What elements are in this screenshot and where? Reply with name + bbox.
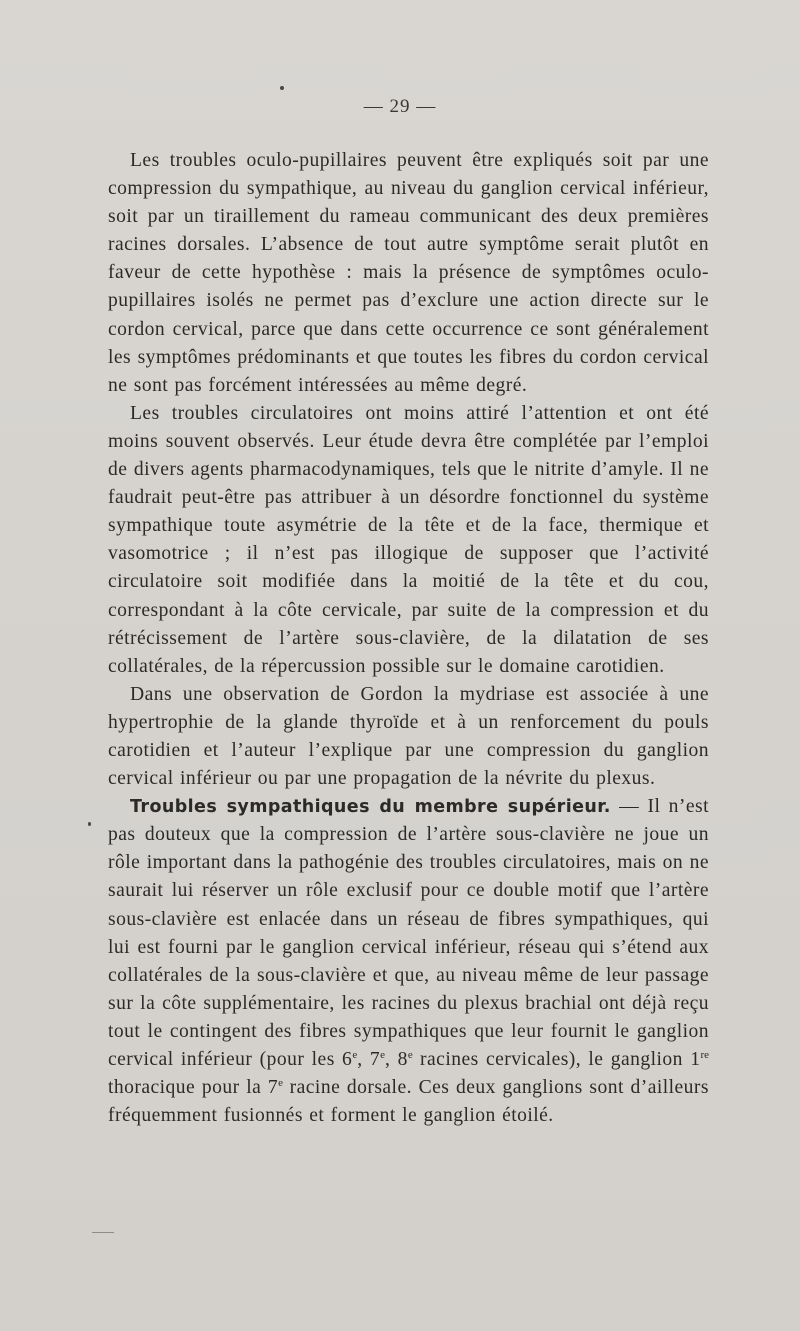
superscript: e — [278, 1077, 284, 1090]
paragraph-text: — Il n’est pas douteux que la compression de l’artère sous-clavière ne joue un rôle important dans la pathogénie des troubles circulatoires, mais on ne saurait lui réserver un rôle exclusif pour ce double motif que l’artère sous-clavière est enlacée dans un réseau de fibres sympathiques, qui lui est fourni par le ganglion cervical inférieur, réseau qui s’étend aux collatérales de la sous-clavière et que, au niveau même de leur passage sur la côte supplémentaire, les racines du plexus brachial ont déjà reçu tout le contingent des fibres sympathiques que leur fournit le ganglion cervical inférieur (pour les 6 — [108, 796, 709, 1070]
superscript: e — [380, 1049, 385, 1061]
paragraph-oculo-pupillary: Les troubles oculo-pupillaires peuvent être expliqués soit par une compression du sympathique, au niveau du ganglion cervical inférieur, soit par un tiraillement du rameau communicant des deux premières racines dorsales. L’absence de tout autre symptôme serait plutôt en faveur de cette hypothèse : mais la présence de symptômes oculo-pupillaires isolés ne permet pas d’exclure une action directe sur le cordon cervical, parce que dans cette occurrence ce sont généralement les symptômes prédominants et que toutes les fibres du cordon cervical ne sont pas forcément intéressées au même degré. — [108, 150, 709, 396]
ink-speck — [88, 822, 91, 826]
paragraph-circulatory: Les troubles circulatoires ont moins attiré l’attention et ont été moins souvent observés. Leur étude devra être complétée par l’emploi de divers agents pharmacodynamiques, tels que le nitrite d’amyle. Il ne faudrait peut-être pas attribuer à un désordre fonctionnel du système sympathique toute asymétrie de la tête et de la face, thermique et vasomotrice ; il n’est pas illogique de supposer que l’activité circulatoire soit modifiée dans la moitié de la tête et du cou, correspondant à la côte cervicale, par suite de la compression et du rétrécissement de l’artère sous-clavière, de la dilatation de ses collatérales, de la répercussion possible sur le domaine carotidien. — [108, 402, 709, 677]
paragraph-text: , 7 — [357, 1049, 381, 1070]
paragraph-upper-limb — [108, 793, 709, 1130]
superscript: re — [700, 1049, 709, 1061]
superscript: e — [407, 1049, 413, 1061]
superscript: e — [352, 1049, 358, 1061]
paragraph-text: racines cervicales), le ganglion 1 — [412, 1049, 701, 1070]
ink-speck — [92, 1232, 114, 1233]
ink-speck — [280, 86, 284, 90]
page-number: — 29 — — [363, 96, 437, 117]
paragraph-text: thoracique pour la 7 — [108, 1077, 279, 1099]
section-heading: Troubles sympathiques du membre supérieur. — [130, 797, 611, 818]
paragraph-gordon-observation: Dans une observation de Gordon la mydriase est associée à une hypertrophie de la glande thyroïde et à un renforcement du pouls carotidien et l’auteur l’explique par une compression du ganglion cervical inférieur ou par une propagation de la névrite du plexus. — [108, 683, 709, 790]
body-text — [108, 147, 709, 1130]
paragraph-text: racine dorsale. Ces deux ganglions sont d’ailleurs fréquemment fusionnés et forment le ganglion étoilé. — [108, 1077, 709, 1127]
paragraph-text: , 8 — [384, 1049, 408, 1070]
